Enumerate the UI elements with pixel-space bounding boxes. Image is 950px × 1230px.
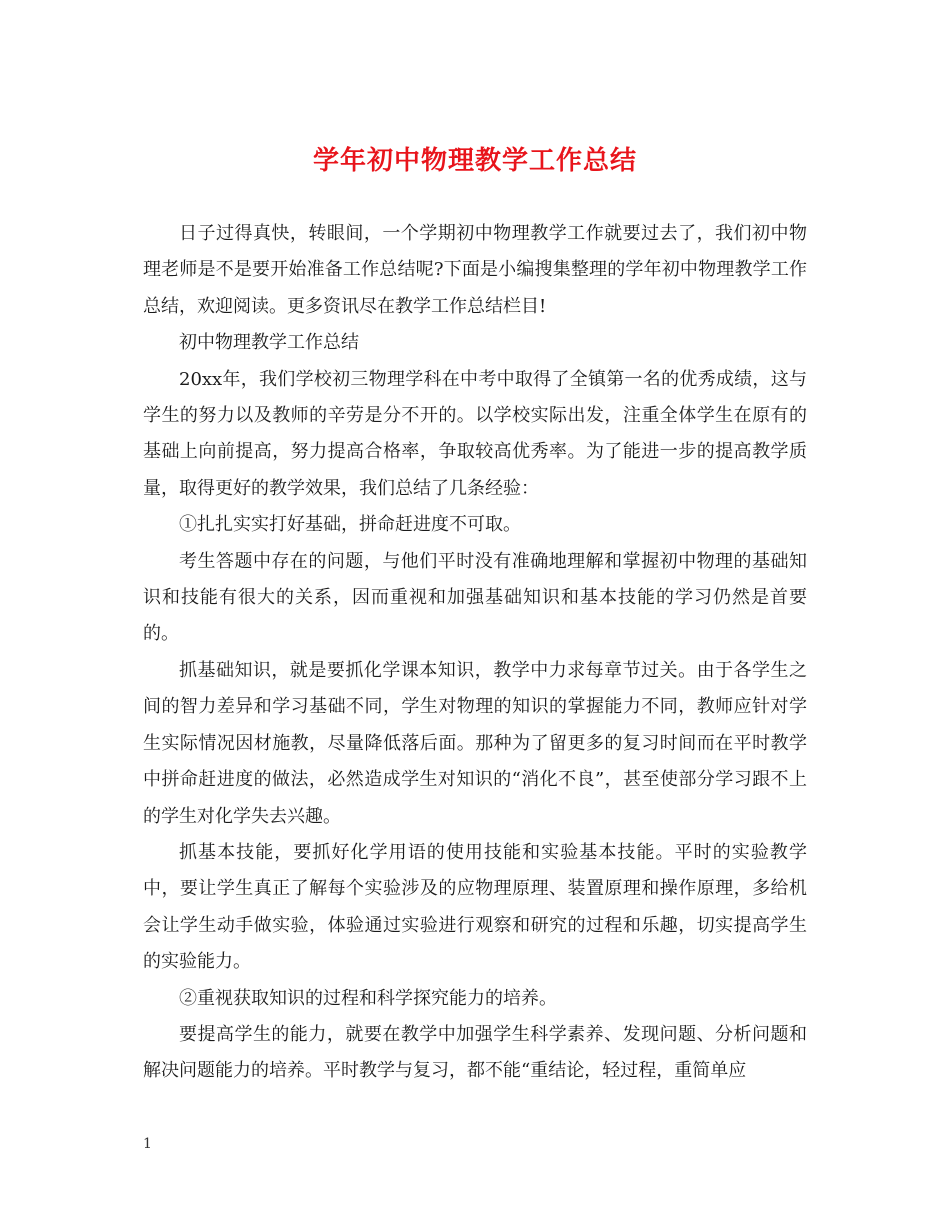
paragraph-intro: 日子过得真快，转眼间，一个学期初中物理教学工作就要过去了，我们初中物理老师是不是要开始准备工作总结呢?下面是小编搜集整理的学年初中物理教学工作总结，欢迎阅读。更多资讯尽在教学工作总结栏目! xyxy=(143,223,807,317)
document-body xyxy=(143,216,807,1090)
paragraph-achievement: 20xx年，我们学校初三物理学科在中考中取得了全镇第一名的优秀成绩，这与学生的努力以及教师的辛劳是分不开的。以学校实际出发，注重全体学生在原有的基础上向前提高，努力提高合格率，争取较高优秀率。为了能进一步的提高教学质量，取得更好的教学效果，我们总结了几条经验： xyxy=(143,368,807,499)
paragraph-basic-skills: 抓基本技能，要抓好化学用语的使用技能和实验基本技能。平时的实验教学中，要让学生真正了解每个实验涉及的应物理原理、装置原理和操作原理，多给机会让学生动手做实验，体验通过实验进行观察和研究的过程和乐趣，切实提高学生的实验能力。 xyxy=(143,841,807,973)
paragraph-basic-knowledge: 抓基础知识，就是要抓化学课本知识，教学中力求每章节过关。由于各学生之间的智力差异和学习基础不同，学生对物理的知识的掌握能力不同，教师应针对学生实际情况因材施教，尽量降低落后面。那种为了留更多的复习时间而在平时教学中拼命赶进度的做法，必然造成学生对知识的“消化不良”，甚至使部分学习跟不上的学生对化学失去兴趣。 xyxy=(143,659,807,827)
paragraph-point-1: ①扎扎实实打好基础，拼命赶进度不可取。 xyxy=(179,514,521,536)
paragraph-ability: 要提高学生的能力，就要在教学中加强学生科学素养、发现问题、分析问题和解决问题能力的培养。平时教学与复习，都不能“重结论，轻过程，重简单应 xyxy=(143,1023,807,1082)
page-number: 1 xyxy=(143,1136,152,1152)
document-title: 学年初中物理教学工作总结 xyxy=(312,146,637,176)
paragraph-exam-issues: 考生答题中存在的问题，与他们平时没有准确地理解和掌握初中物理的基础知识和技能有很大的关系，因而重视和加强基础知识和基本技能的学习仍然是首要的。 xyxy=(143,550,807,645)
paragraph-point-2: ②重视获取知识的过程和科学探究能力的培养。 xyxy=(179,987,557,1009)
paragraph-subtitle: 初中物理教学工作总结 xyxy=(179,332,359,354)
